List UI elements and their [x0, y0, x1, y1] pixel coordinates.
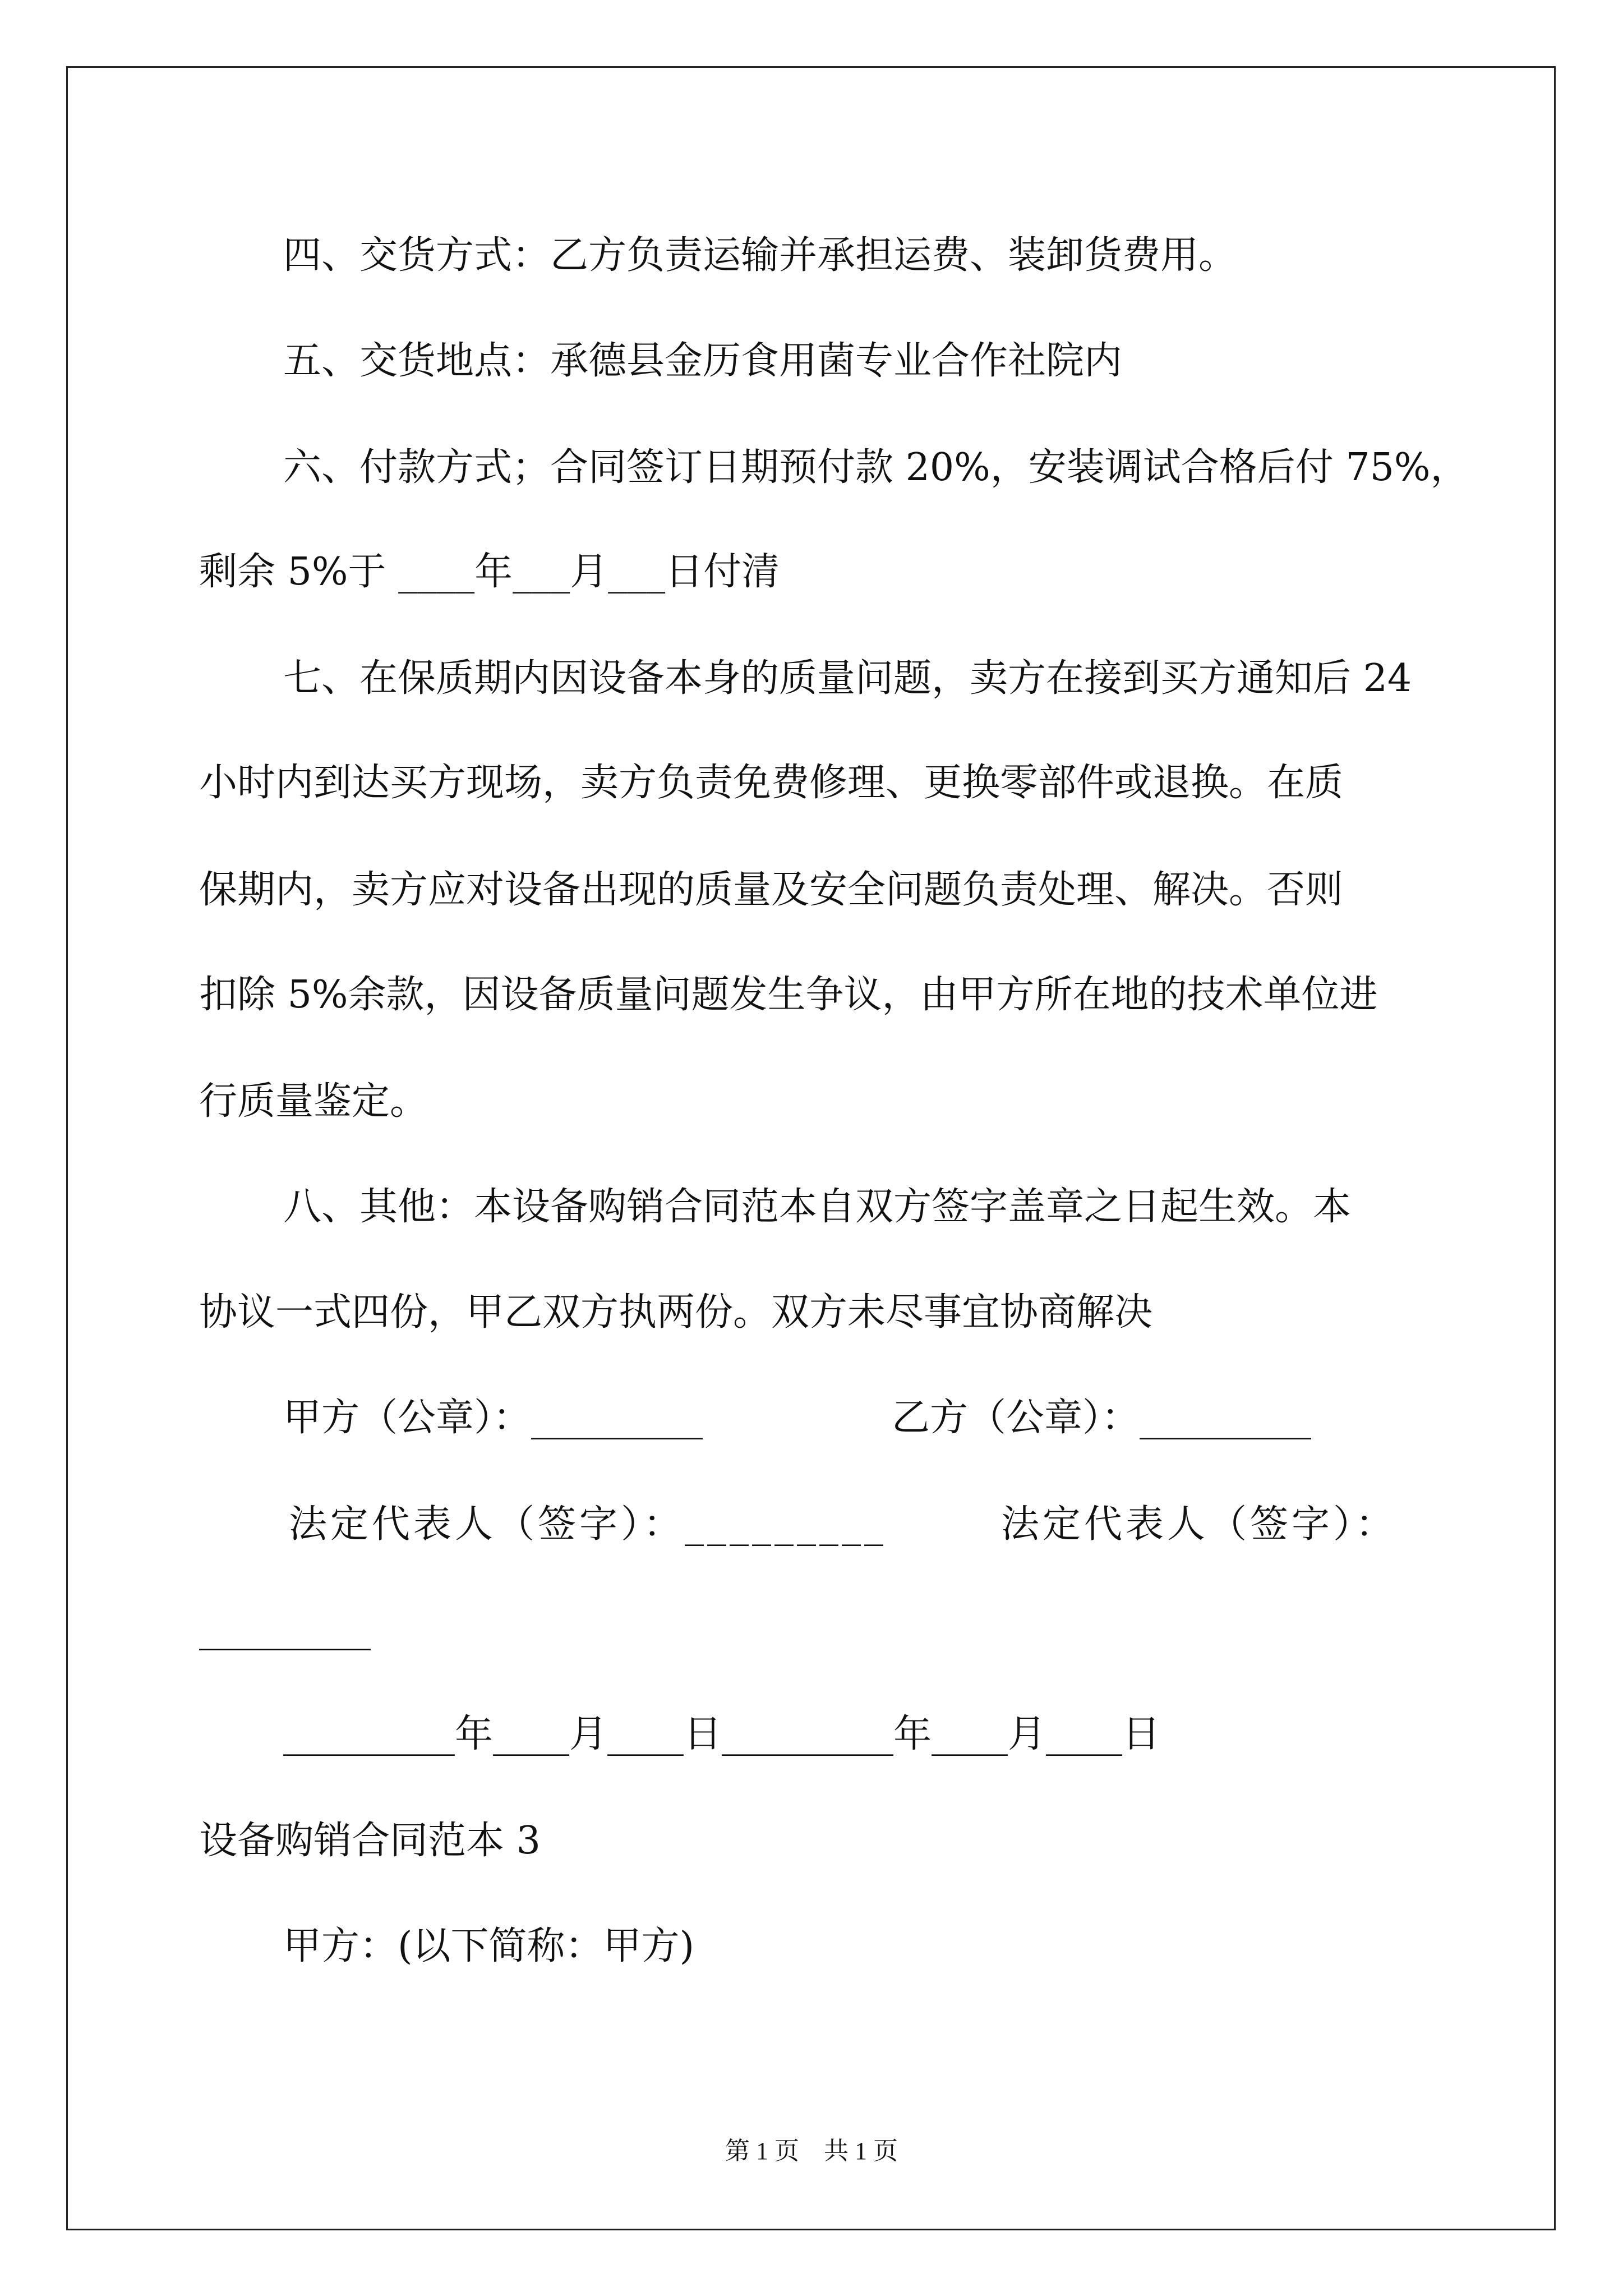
- clause-7-warranty-line4: 扣除 5%余款，因设备质量问题发生争议，由甲方所在地的技术单位进: [199, 973, 1378, 1017]
- clause-4-delivery-method: 四、交货方式：乙方负责运输并承担运费、装卸货费用。: [283, 233, 1237, 278]
- clause-7-warranty-line1: 七、在保质期内因设备本身的质量问题，卖方在接到买方通知后 24: [283, 656, 1412, 701]
- party-b-seal: 乙方（公章）：_________: [892, 1396, 1312, 1440]
- clause-7-warranty-line3: 保期内，卖方应对设备出现的质量及安全问题负责处理、解决。否则: [199, 868, 1344, 912]
- clause-5-delivery-location: 五、交货地点：承德县金历食用菌专业合作社院内: [283, 339, 1123, 383]
- clause-6-payment-line1: 六、付款方式；合同签订日期预付款 20%，安装调试合格后付 75%，: [283, 445, 1469, 490]
- clause-7-warranty-line5: 行质量鉴定。: [199, 1079, 428, 1124]
- page-border: [66, 66, 1556, 2230]
- clause-6-payment-line2: 剩余 5%于 ____年___月___日付清: [199, 550, 780, 594]
- contract-sample-3-heading: 设备购销合同范本 3: [199, 1819, 541, 1863]
- signing-dates: _________年____月____日_________年____月____日: [283, 1712, 1161, 1756]
- party-a-seal: 甲方（公章）：_________: [283, 1396, 703, 1440]
- clause-7-warranty-line2: 小时内到达买方现场，卖方负责免费修理、更换零部件或退换。在质: [199, 761, 1344, 805]
- page-number-footer: 第 1 页 共 1 页: [725, 2137, 898, 2165]
- clause-8-other-line1: 八、其他：本设备购销合同范本自双方签字盖章之日起生效。本: [283, 1185, 1352, 1229]
- party-a-representative: 法定代表人（签字）：_________: [289, 1502, 887, 1547]
- party-b-representative: 法定代表人（签字）：: [1001, 1502, 1398, 1547]
- party-a-intro: 甲方：(以下简称：甲方): [283, 1924, 695, 1968]
- clause-8-other-line2: 协议一式四份，甲乙双方执两份。双方未尽事宜协商解决: [199, 1290, 1153, 1335]
- party-b-representative-blank: _________: [199, 1607, 371, 1651]
